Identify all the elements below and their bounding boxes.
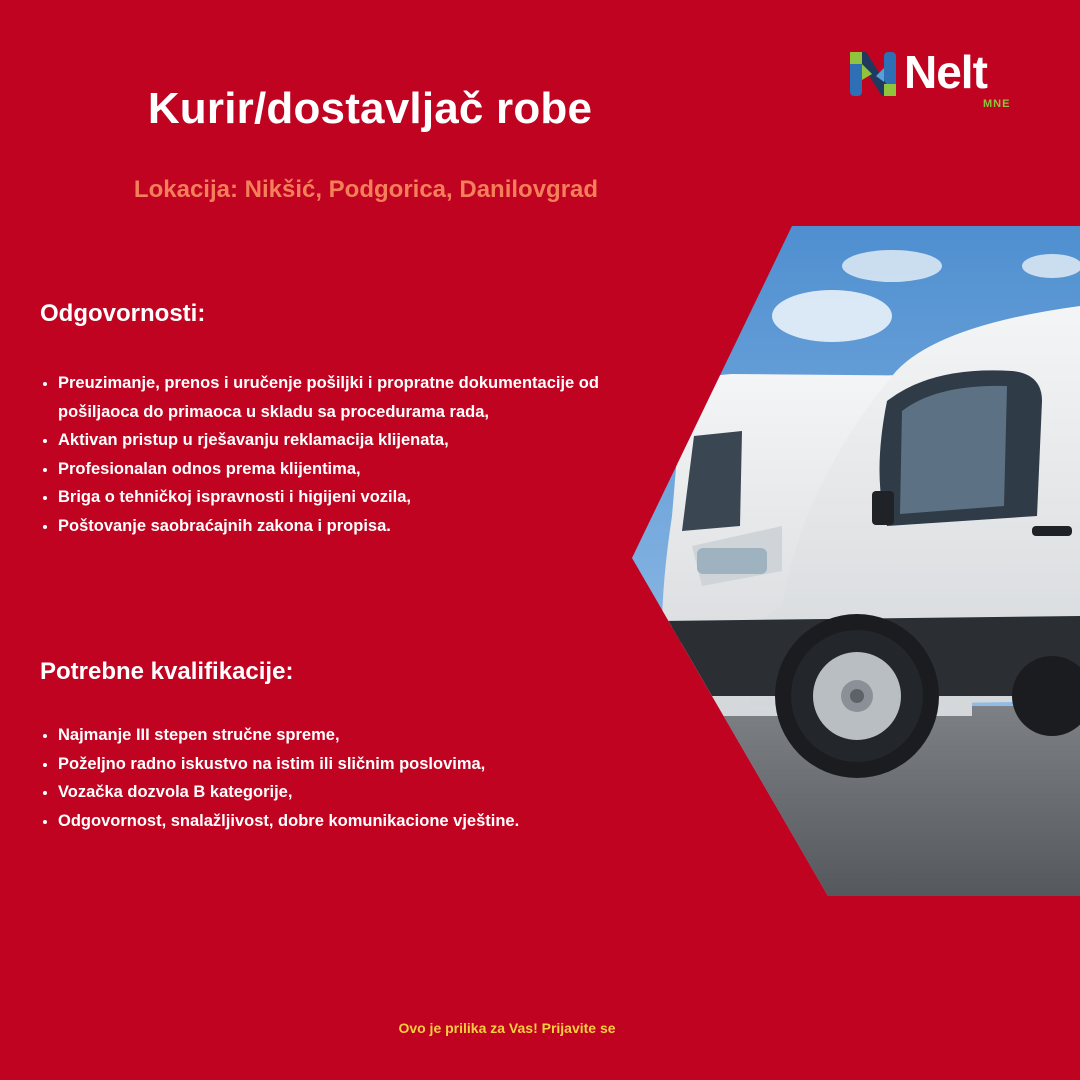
logo-country: MNE xyxy=(983,98,1011,110)
qualifications-heading: Potrebne kvalifikacije: xyxy=(40,658,294,685)
list-item: • Najmanje III stepen stručne spreme, xyxy=(58,721,648,750)
responsibilities-heading: Odgovornosti: xyxy=(40,300,206,327)
nelt-n-mark-icon xyxy=(848,50,900,100)
list-item: • Odgovornost, snalažljivost, dobre komunikacione vještine. xyxy=(58,807,648,836)
list-item: • Briga o tehničkoj ispravnosti i higijeni vozila, xyxy=(58,483,648,512)
list-item: • Vozačka dozvola B kategorije, xyxy=(58,778,648,807)
nelt-logo xyxy=(848,46,1028,116)
list-item: • Preuzimanje, prenos i uručenje pošiljki i propratne dokumentacije od pošiljaoca do primaoca u skladu sa procedurama rada, xyxy=(58,369,648,426)
delivery-van-photo xyxy=(632,226,1080,896)
job-title: Kurir/dostavljač robe xyxy=(147,84,593,133)
call-to-action: Ovo je prilika za Vas! Prijavite se xyxy=(398,1020,616,1036)
list-item: • Poštovanje saobraćajnih zakona i propisa. xyxy=(58,512,648,541)
responsibilities-list xyxy=(36,369,648,540)
list-item: • Aktivan pristup u rješavanju reklamacija klijenata, xyxy=(58,426,648,455)
logo-wordmark: Nelt xyxy=(904,46,987,98)
job-location: Lokacija: Nikšić, Podgorica, Danilovgrad xyxy=(133,176,599,203)
list-item: • Poželjno radno iskustvo na istim ili sličnim poslovima, xyxy=(58,750,648,779)
qualifications-list xyxy=(36,721,648,835)
list-item: • Profesionalan odnos prema klijentima, xyxy=(58,455,648,484)
